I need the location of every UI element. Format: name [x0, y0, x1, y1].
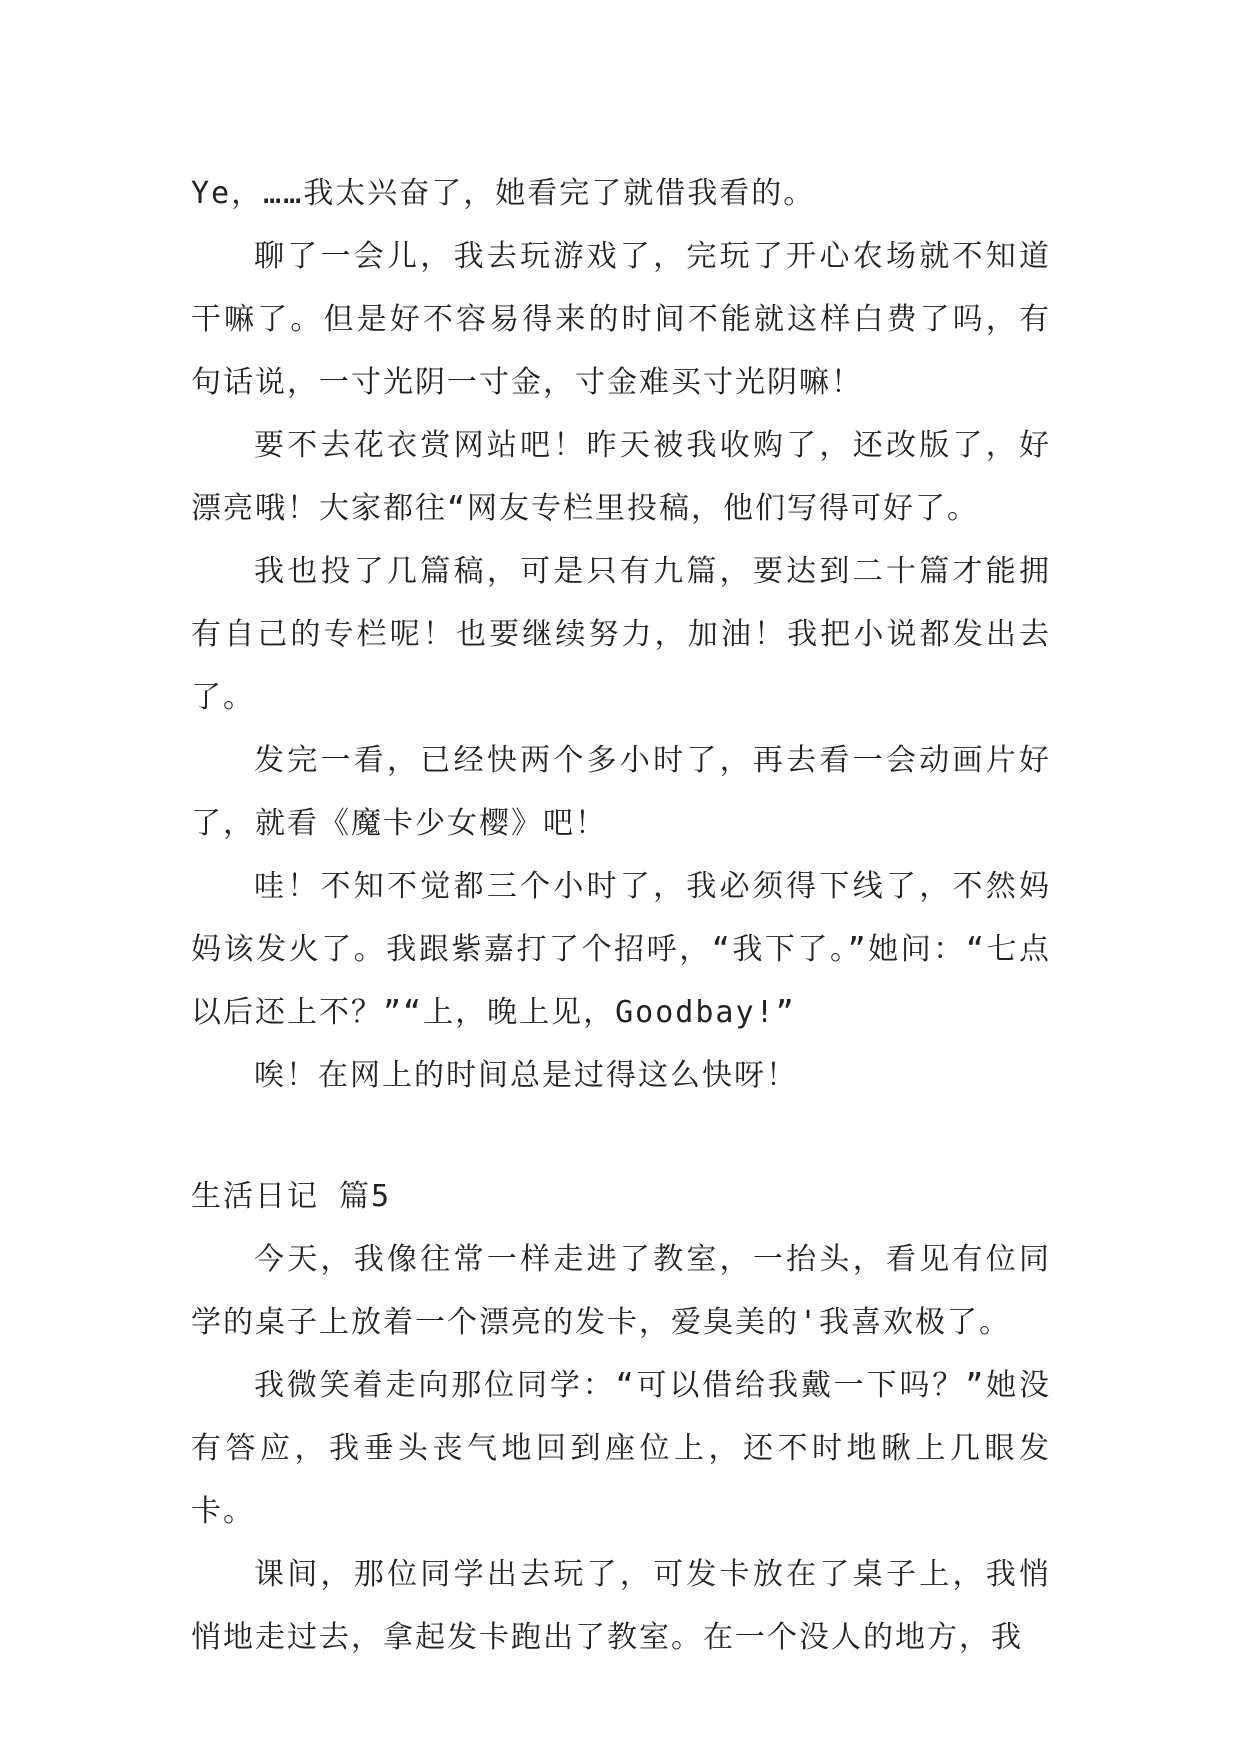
- paragraph: 唉！在网上的时间总是过得这么快呀！: [254, 1058, 798, 1093]
- paragraph: 发完一看，已经快两个多小时了，再去看一会动画片好了，就看《魔卡少女樱》吧！: [191, 743, 1051, 841]
- paragraph: 要不去花衣赏网站吧！昨天被我收购了，还改版了，好漂亮哦！大家都往“网友专栏里投稿，他们写得可好了。: [191, 428, 1051, 526]
- paragraph: 我微笑着走向那位同学：“可以借给我戴一下吗？”她没有答应，我垂头丧气地回到座位上，还不时地瞅上几眼发卡。: [191, 1368, 1051, 1529]
- paragraph: 课间，那位同学出去玩了，可发卡放在了桌子上，我悄悄地走过去，拿起发卡跑出了教室。在一个没人的地方，我: [191, 1557, 1051, 1655]
- paragraph: 今天，我像往常一样走进了教室，一抬头，看见有位同学的桌子上放着一个漂亮的发卡，爱臭美的'我喜欢极了。: [191, 1242, 1051, 1340]
- paragraph: 哇！不知不觉都三个小时了，我必须得下线了，不然妈妈该发火了。我跟紫嘉打了个招呼，“我下了。”她问：“七点以后还上不？”“上，晚上见，Goodbay!”: [191, 869, 1051, 1030]
- document-body: [191, 162, 1051, 1669]
- paragraph: 我也投了几篇稿，可是只有九篇，要达到二十篇才能拥有自己的专栏呢！也要继续努力，加油！我把小说都发出去了。: [191, 554, 1051, 715]
- paragraph: Ye，……我太兴奋了，她看完了就借我看的。: [191, 176, 816, 211]
- paragraph: 聊了一会儿，我去玩游戏了，完玩了开心农场就不知道干嘛了。但是好不容易得来的时间不能就这样白费了吗，有句话说，一寸光阴一寸金，寸金难买寸光阴嘛！: [191, 239, 1051, 400]
- section-title: 生活日记 篇5: [191, 1179, 392, 1214]
